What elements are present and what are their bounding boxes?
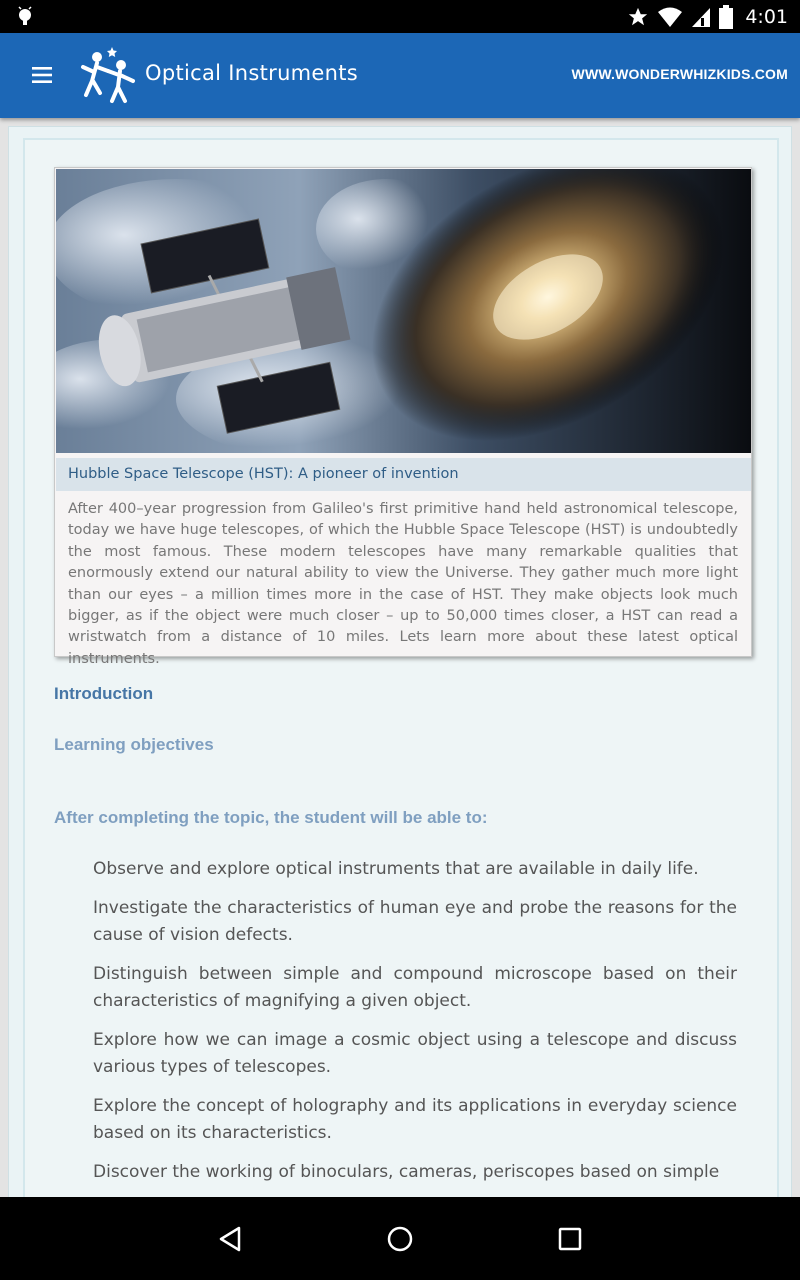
home-icon bbox=[386, 1225, 414, 1253]
app-title: Optical Instruments bbox=[145, 61, 359, 85]
kids-logo-icon bbox=[78, 45, 140, 105]
status-bar bbox=[0, 0, 800, 33]
battery-icon bbox=[719, 5, 733, 29]
content-area[interactable] bbox=[0, 118, 800, 1197]
learning-objectives-heading[interactable]: Learning objectives bbox=[54, 735, 214, 754]
hamburger-menu-icon bbox=[32, 67, 52, 83]
hero-description: After 400–year progression from Galileo's first primitive hand held astronomical telescope, today we have huge telescopes, of which the Hubble Space Telescope (HST) is undoubtedly the most famous. These modern telescopes have many remarkable qualities that enormously extend our natural ability to view the Universe. They gather much more light than our eyes – a million times more in the case of HST. They make objects look much bigger, as if the object were much closer – up to 50,000 times closer, a HST can read a wristwatch from a distance of 10 miles. Lets learn more about these latest optical instruments. bbox=[68, 501, 738, 667]
after-completing-heading: After completing the topic, the student will be able to: bbox=[54, 808, 488, 827]
list-item: Explore how we can image a cosmic object using a telescope and discuss various types of telescopes. bbox=[93, 1030, 737, 1077]
list-item: Distinguish between simple and compound microscope based on their characteristics of magnifying a given object. bbox=[93, 964, 737, 1011]
list-item: Observe and explore optical instruments that are available in daily life. bbox=[93, 859, 699, 879]
list-item: Investigate the characteristics of human eye and probe the reasons for the cause of vision defects. bbox=[93, 898, 737, 945]
recents-icon bbox=[558, 1227, 582, 1251]
android-debug-icon bbox=[14, 6, 36, 28]
back-icon bbox=[217, 1225, 243, 1253]
hero-illustration bbox=[56, 169, 751, 453]
signal-icon bbox=[691, 6, 711, 28]
list-item: Discover the working of binoculars, cameras, periscopes based on simple bbox=[93, 1162, 720, 1182]
app-bar bbox=[0, 33, 800, 118]
recents-button[interactable] bbox=[550, 1219, 590, 1259]
hubble-galaxy-image bbox=[56, 169, 751, 453]
home-button[interactable] bbox=[380, 1219, 420, 1259]
star-icon bbox=[627, 6, 649, 28]
menu-button[interactable] bbox=[24, 59, 60, 91]
wifi-icon bbox=[657, 6, 683, 28]
site-link[interactable]: WWW.WONDERWHIZKIDS.COM bbox=[571, 66, 788, 82]
back-button[interactable] bbox=[210, 1219, 250, 1259]
introduction-heading[interactable]: Introduction bbox=[54, 684, 154, 703]
clock: 4:01 bbox=[745, 6, 788, 28]
hero-card bbox=[54, 167, 752, 667]
hero-caption: Hubble Space Telescope (HST): A pioneer of invention bbox=[56, 458, 751, 491]
content-inner bbox=[23, 138, 779, 1197]
content-panel bbox=[8, 126, 792, 1197]
list-item: Explore the concept of holography and its applications in everyday science based on its characteristics. bbox=[93, 1096, 737, 1143]
objectives-list bbox=[93, 856, 737, 1197]
navigation-bar bbox=[0, 1197, 800, 1280]
